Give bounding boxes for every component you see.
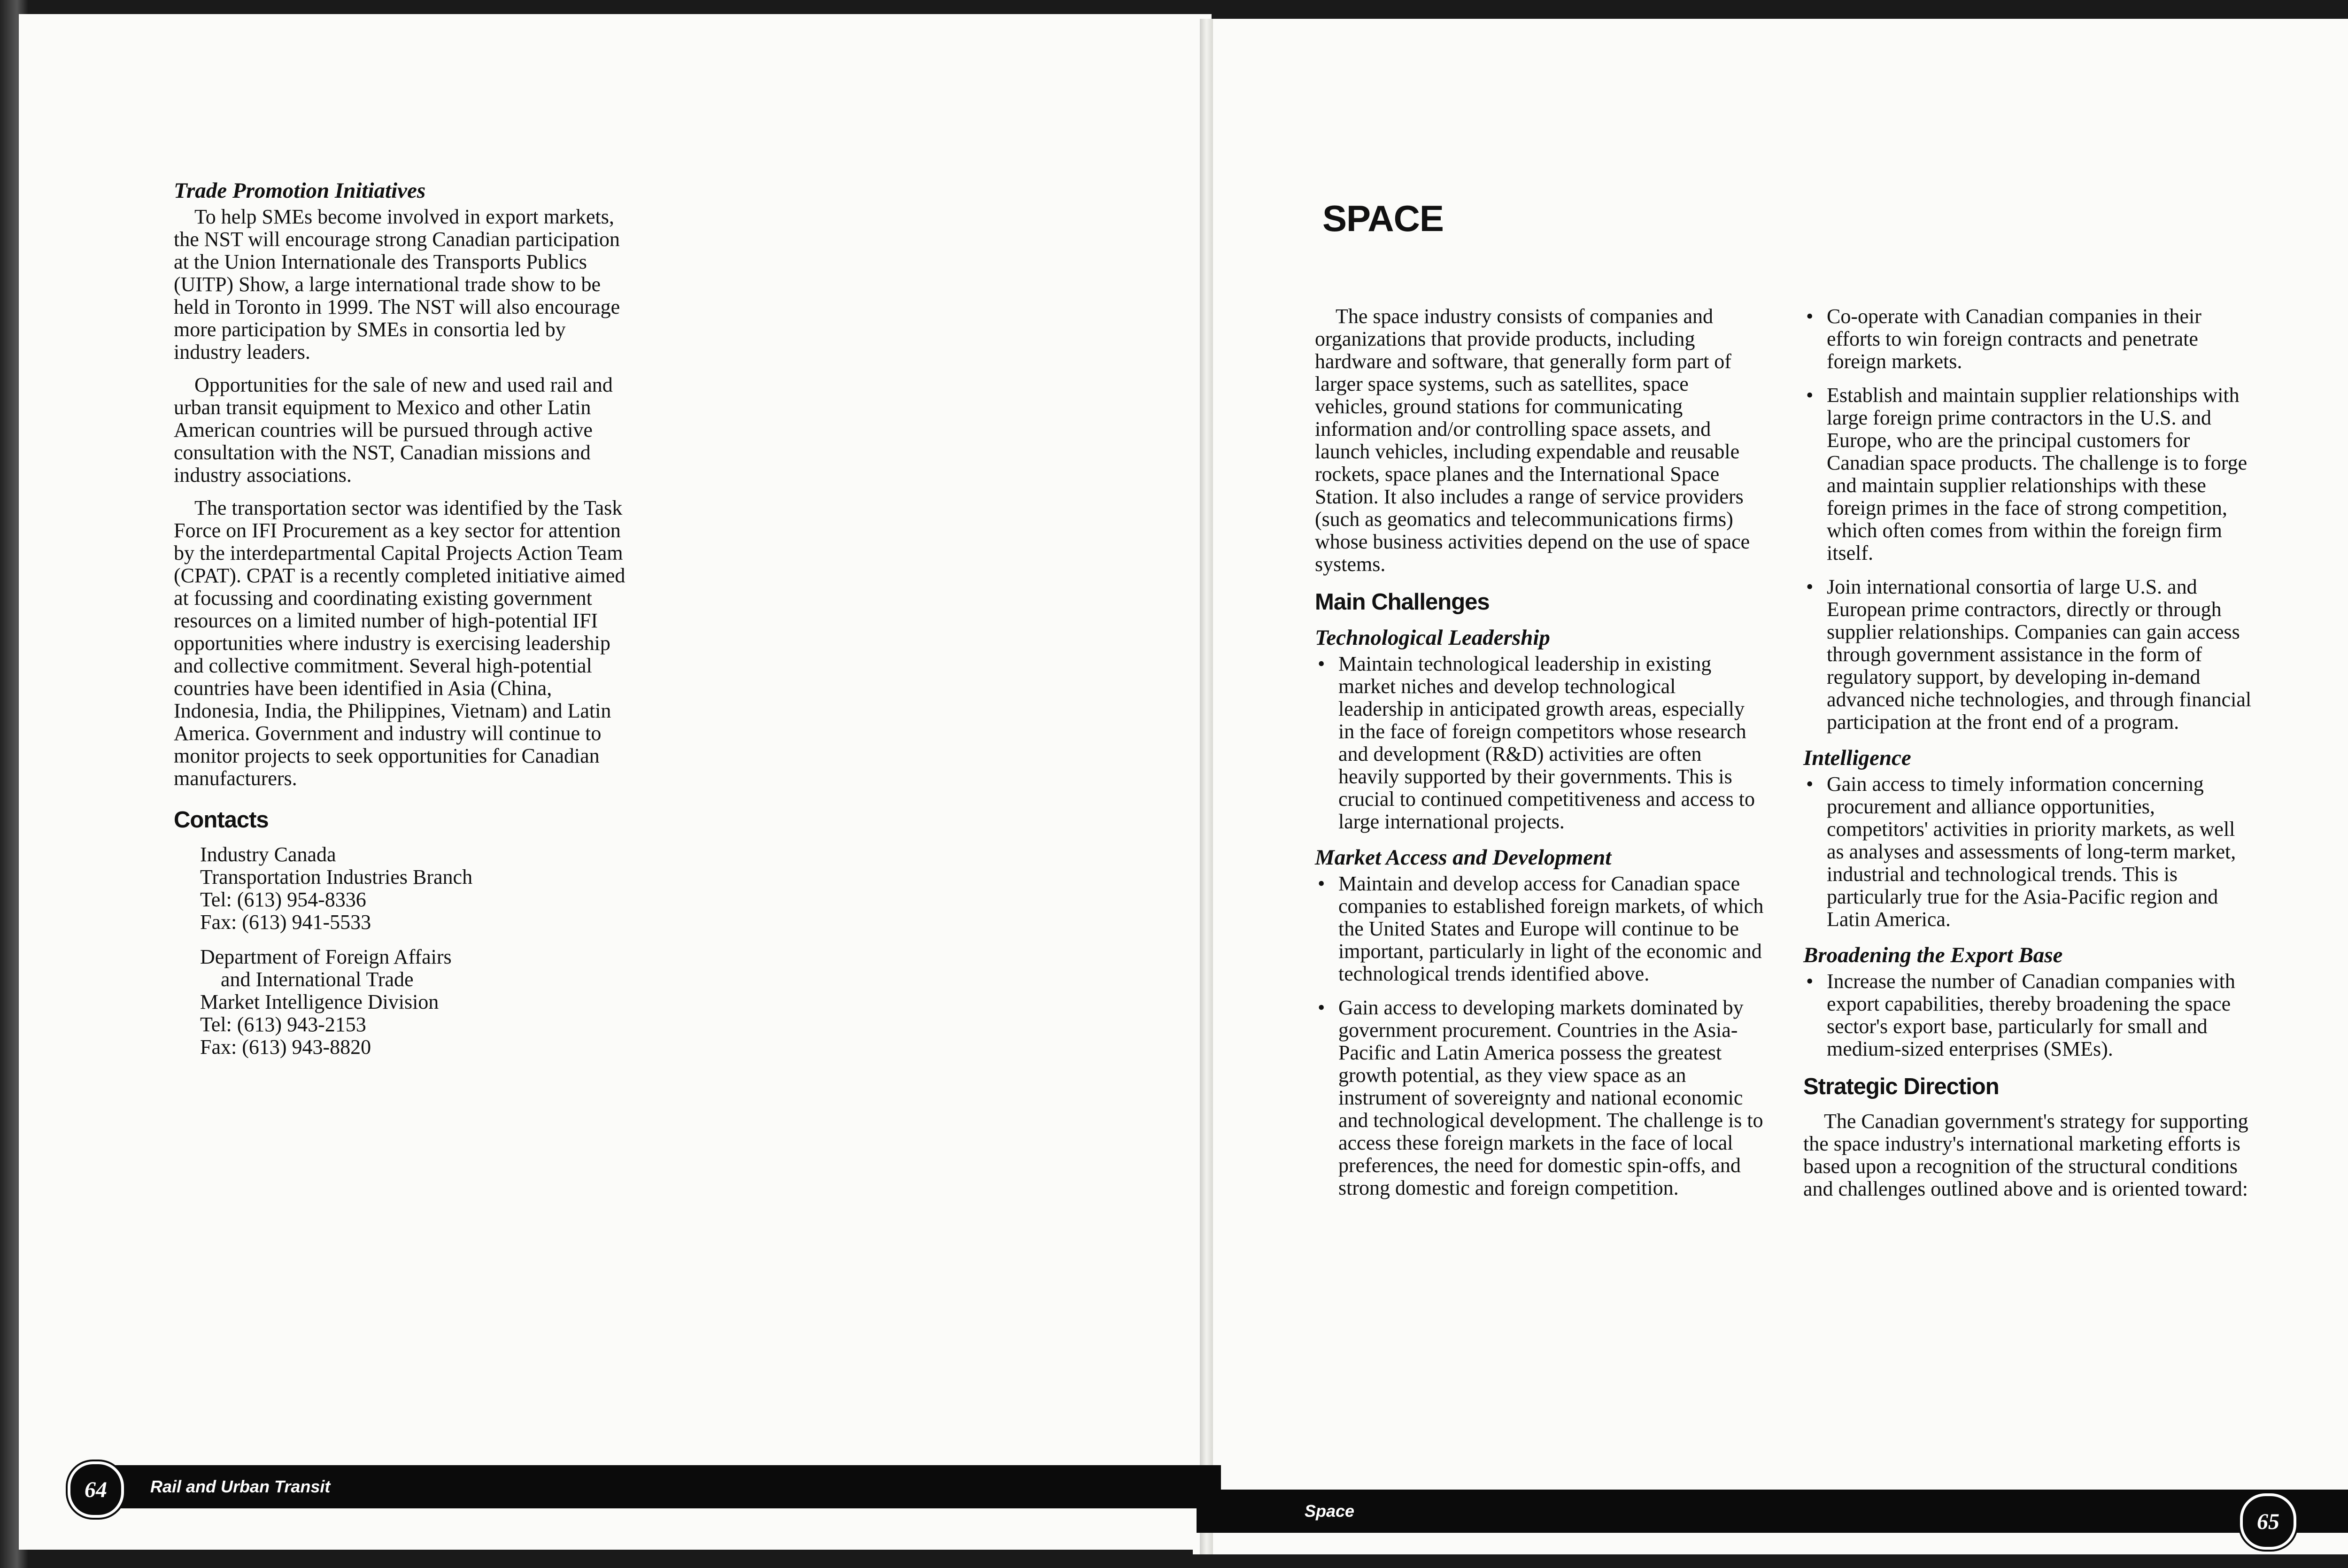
intro-paragraph: The space industry consists of companies and organizations that provide products, including hardware and software, that generally form part of larger space systems, such as satellites, space vehicles, ground stations for communicating information and/or controlling space assets, and launch vehicles, including expendable and reusable rockets, space planes and the International Space Station. It also includes a range of service providers (such as geomatics and telecommunications firms) whose business activities depend on the use of space systems. xyxy=(1315,305,1750,576)
footer-bar-right xyxy=(1197,1490,2348,1533)
contact-line: Industry Canada xyxy=(200,843,336,866)
right-text-column-2 xyxy=(1803,305,2254,1211)
list-item: • Establish and maintain supplier relationships with large foreign prime contractors in the U.S. and Europe, who are the principal customers for Canadian space products. The challenge is to forge and maintain supplier relationships with these foreign primes in the face of strong competition, which often comes from within the foreign firm itself. xyxy=(1803,384,2254,564)
left-text-column xyxy=(174,178,634,1071)
bullet-list xyxy=(1803,773,2254,931)
bullet-list xyxy=(1315,653,1766,833)
list-item: • Gain access to timely information concerning procurement and alliance opportunities, competitors' activities in priority markets, as well as analyses and assessments of long-term market, industrial and technological trends. This is particularly true for the Asia-Pacific region and Latin America. xyxy=(1803,773,2254,931)
trade-promotion-heading: Trade Promotion Initiatives xyxy=(174,178,426,203)
list-item: • Join international consortia of large U.S. and European prime contractors, directly or through supplier relationships. Companies can gain access through government assistance in the form of regulatory support, by developing in-demand advanced niche technologies, and through financial participation at the front end of a program. xyxy=(1803,576,2254,734)
contact-line: Department of Foreign Affairs xyxy=(200,945,452,968)
paragraph: Opportunities for the sale of new and used rail and urban transit equipment to Mexico and other Latin American countries will be pursued through active consultation with the NST, Canadian missions and industry associations. xyxy=(174,373,613,487)
paragraph: To help SMEs become involved in export markets, the NST will encourage strong Canadian participation at the Union Internationale des Transports Publics (UITP) Show, a large international trade show to be held in Toronto in 1999. The NST will also encourage more participation by SMEs in consortia led by industry leaders. xyxy=(174,205,620,363)
market-access-heading: Market Access and Development xyxy=(1315,845,1612,870)
strategic-direction-heading: Strategic Direction xyxy=(1803,1074,1999,1099)
contact-line: Tel: (613) 943-2153 xyxy=(200,1013,366,1036)
broadening-export-base-heading: Broadening the Export Base xyxy=(1803,943,2063,967)
page-number-badge: 64 xyxy=(68,1461,124,1518)
contact-line: and International Trade xyxy=(221,968,414,991)
page-title: SPACE xyxy=(1322,198,1444,239)
main-challenges-heading: Main Challenges xyxy=(1315,589,1490,615)
right-text-column-1 xyxy=(1315,305,1766,1212)
list-item: • Maintain and develop access for Canadian space companies to established foreign markets, of which the United States and Europe will continue to be important, particularly in light of the economic and technological trends identified above. xyxy=(1315,873,1766,985)
contact-block-industry-canada xyxy=(200,843,634,934)
technological-leadership-heading: Technological Leadership xyxy=(1315,626,1550,650)
list-item: • Gain access to developing markets dominated by government procurement. Countries in the Asia-Pacific and Latin America possess the greatest growth potential, as they view space as an instrument of sovereignty and national economic and technological development. The challenge is to access these foreign markets in the face of local preferences, the need for domestic spin-offs, and strong domestic and foreign competition. xyxy=(1315,996,1766,1199)
bullet-list xyxy=(1803,305,2254,734)
contact-line: Tel: (613) 954-8336 xyxy=(200,888,366,911)
bullet-list xyxy=(1803,970,2254,1060)
footer-bar-left xyxy=(108,1465,1221,1508)
contacts-heading: Contacts xyxy=(174,807,269,833)
list-item: • Maintain technological leadership in existing market niches and develop technological leadership in anticipated growth areas, especially in the face of foreign competitors whose research and development (R&D) activities are often heavily supported by their governments. This is crucial to continued competitiveness and access to large international projects. xyxy=(1315,653,1766,833)
contact-block-foreign-affairs xyxy=(200,946,634,1058)
contact-line: Transportation Industries Branch xyxy=(200,865,473,888)
page-number-badge: 65 xyxy=(2240,1493,2296,1550)
intelligence-heading: Intelligence xyxy=(1803,746,1911,770)
footer-section-label: Space xyxy=(1305,1501,1355,1521)
list-item: • Co-operate with Canadian companies in their efforts to win foreign contracts and penetrate foreign markets. xyxy=(1803,305,2254,373)
book-spine xyxy=(1200,19,1213,1554)
footer-section-label: Rail and Urban Transit xyxy=(150,1477,331,1496)
bullet-list xyxy=(1315,873,1766,1199)
contact-line: Fax: (613) 941-5533 xyxy=(200,911,371,934)
contact-line: Market Intelligence Division xyxy=(200,990,439,1013)
strategic-paragraph: The Canadian government's strategy for supporting the space industry's international marketing efforts is based upon a recognition of the structural conditions and challenges outlined above and is oriented toward: xyxy=(1803,1110,2248,1200)
list-item: • Increase the number of Canadian companies with export capabilities, thereby broadening the space sector's export base, particularly for small and medium-sized enterprises (SMEs). xyxy=(1803,970,2254,1060)
paragraph: The transportation sector was identified by the Task Force on IFI Procurement as a key sector for attention by the interdepartmental Capital Projects Action Team (CPAT). CPAT is a recently completed initiative aimed at focussing and coordinating existing government resources on a limited number of high-potential IFI opportunities where industry is exercising leadership and collective commitment. Several high-potential countries have been identified in Asia (China, Indonesia, India, the Philippines, Vietnam) and Latin America. Government and industry will continue to monitor projects to seek opportunities for Canadian manufacturers. xyxy=(174,496,626,790)
contact-line: Fax: (613) 943-8820 xyxy=(200,1035,371,1058)
